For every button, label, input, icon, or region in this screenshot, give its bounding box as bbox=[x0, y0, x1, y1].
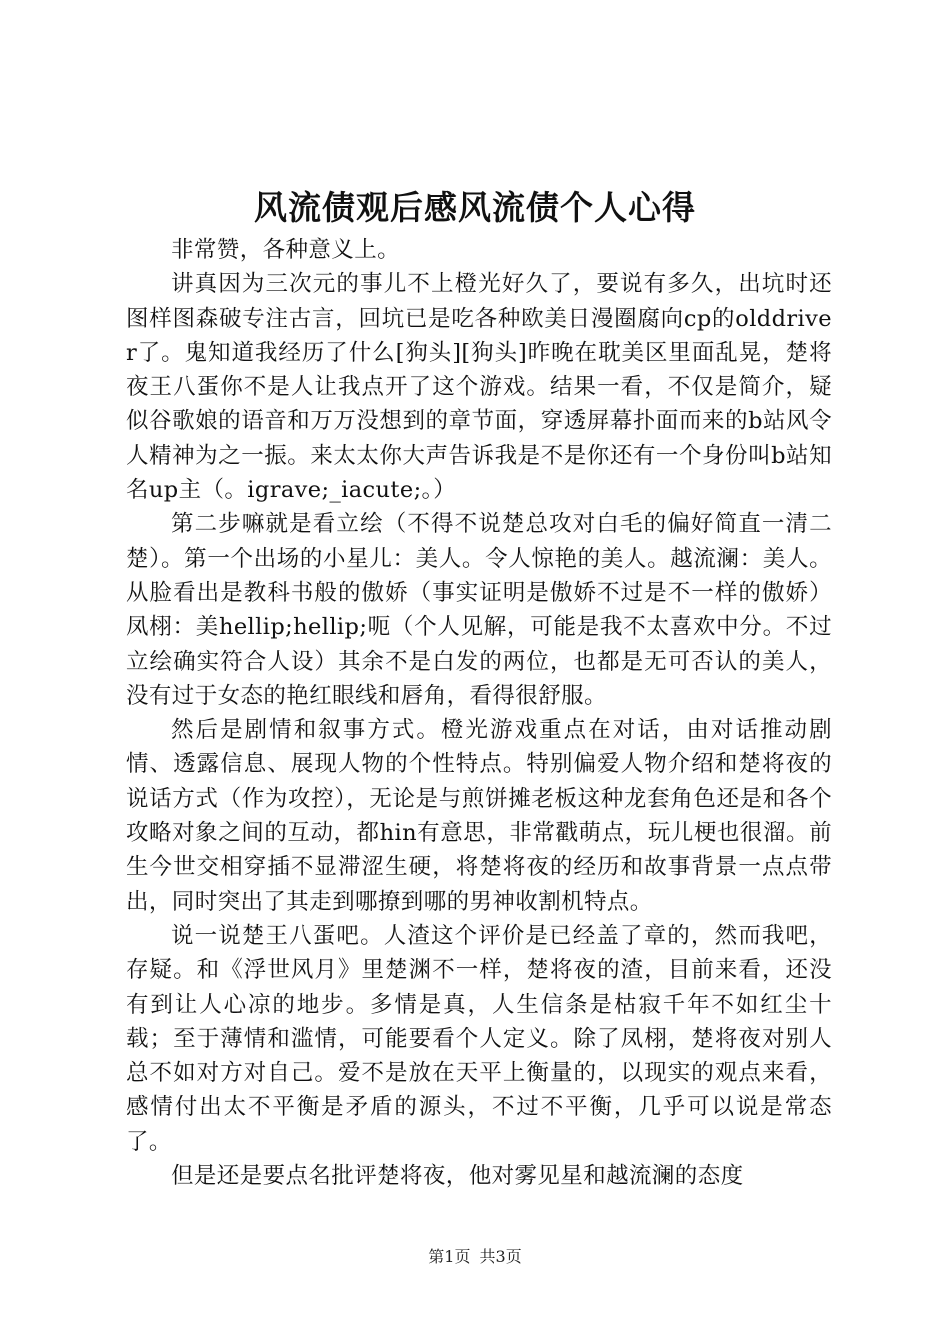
page-number: 第1页 bbox=[428, 1247, 471, 1266]
page-total: 共3页 bbox=[479, 1247, 522, 1266]
paragraph: 第二步嘛就是看立绘（不得不说楚总攻对白毛的偏好简直一清二楚）。第一个出场的小星儿：美人。令人惊艳的美人。越流澜：美人。从脸看出是教科书般的傲娇（事实证明是傲娇不过是不一样的傲娇）凤栩：美hellip;hellip;呃（个人见解，可能是我不太喜欢中分。不过立绘确实符合人设）其余不是白发的两位，也都是无可否认的美人，没有过于女态的艳红眼线和唇角，看得很舒服。 bbox=[126, 511, 832, 709]
paragraph: 然后是剧情和叙事方式。橙光游戏重点在对话，由对话推动剧情、透露信息、展现人物的个性特点。特别偏爱人物介绍和楚将夜的说话方式（作为攻控），无论是与煎饼摊老板这种龙套角色还是和各个攻略对象之间的互动，都hin有意思，非常戳萌点，玩儿梗也很溜。前生今世交相穿插不显滞涩生硬，将楚将夜的经历和故事背景一点点带出，同时突出了其走到哪撩到哪的男神收割机特点。 bbox=[126, 717, 832, 915]
paragraph: 讲真因为三次元的事儿不上橙光好久了，要说有多久，出坑时还图样图森破专注古言，回坑已是吃各种欧美日漫圈腐向cp的olddriver了。鬼知道我经历了什么[狗头][狗头]昨晚在耽美区里面乱晃，楚将夜王八蛋你不是人让我点开了这个游戏。结果一看，不仅是简介，疑似谷歌娘的语音和万万没想到的章节面，穿透屏幕扑面而来的b站风令人精神为之一振。来太太你大声告诉我是不是你还有一个身份叫b站知名up主（。igrave;_iacute;。） bbox=[126, 271, 832, 504]
paragraph: 但是还是要点名批评楚将夜，他对雾见星和越流澜的态度 bbox=[171, 1163, 744, 1190]
paragraph: 非常赞，各种意义上。 bbox=[171, 237, 401, 263]
paragraph: 说一说楚王八蛋吧。人渣这个评价是已经盖了章的，然而我吧，存疑。和《浮世风月》里楚渊不一样，楚将夜的渣，目前来看，还没有到让人心凉的地步。多情是真，人生信条是枯寂千年不如红尘十载；至于薄情和滥情，可能要看个人定义。除了凤栩，楚将夜对别人总不如对方对自己。爱不是放在天平上衡量的，以现实的观点来看，感情付出太不平衡是矛盾的源头，不过不平衡，几乎可以说是常态了。 bbox=[126, 922, 832, 1155]
document-body bbox=[126, 233, 832, 1193]
page-footer bbox=[0, 1245, 950, 1269]
document-title: 风流债观后感风流债个人心得 bbox=[254, 188, 696, 227]
